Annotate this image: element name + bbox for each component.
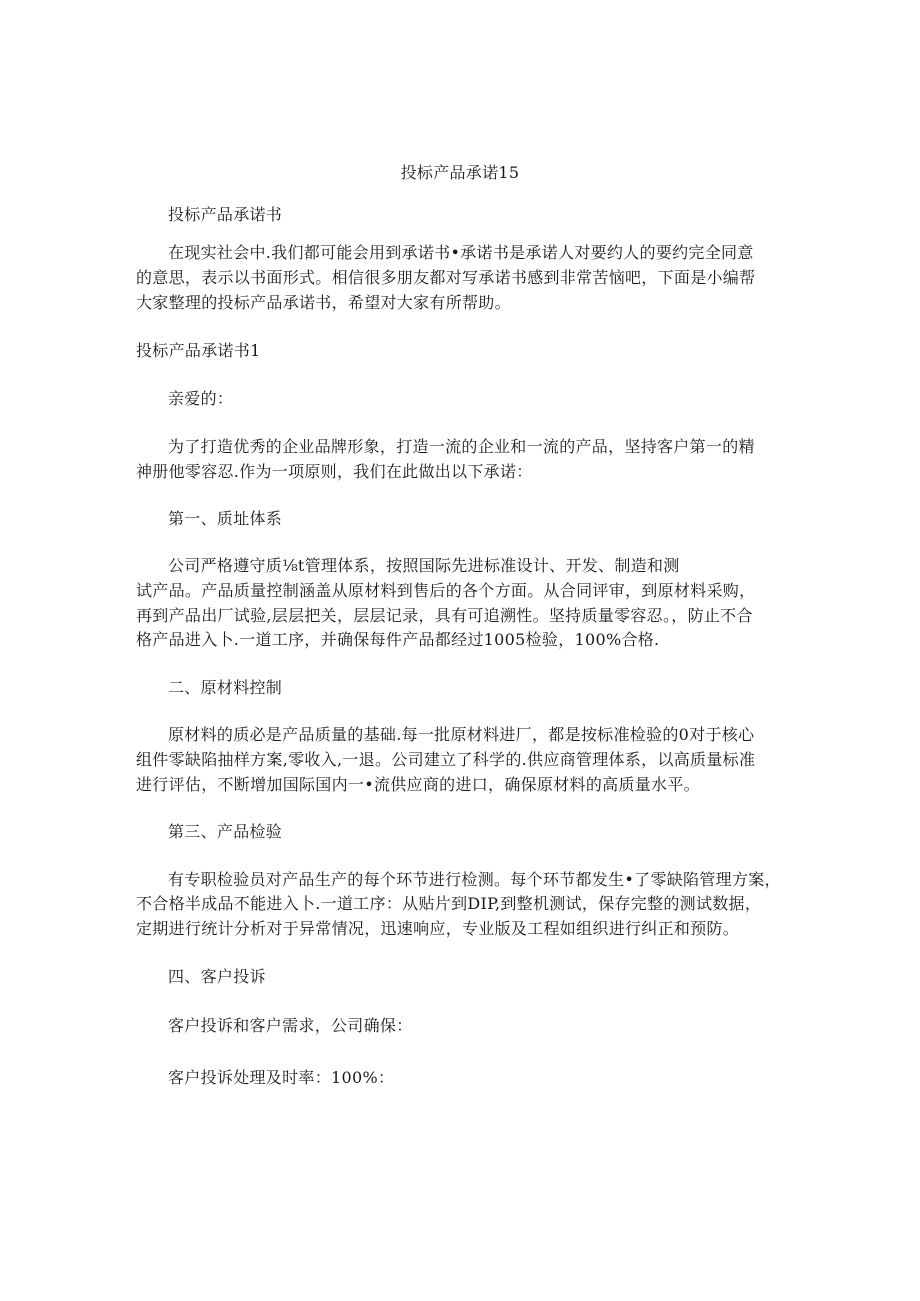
para4-line-2: 不合格半成品不能进入卜.一道工序：从贴片到DIP,到整机测试，保存完整的测试数据， bbox=[136, 894, 762, 913]
para6: 客户投诉处理及时率：100%： bbox=[168, 1068, 395, 1087]
intro-line-3: 大家整理的投标产品承诺书，希望对大家有所帮助。 bbox=[136, 293, 511, 312]
para3-line-3: 进行评估，不断增加国际国内一•流供应商的进口，确保原材料的高质量水平。 bbox=[136, 775, 700, 794]
para4-line-3: 定期进行统计分析对于异常情况，迅速响应，专业版及工程如组织进行纠正和预防。 bbox=[136, 919, 740, 938]
heading-raw-material: 二、原材料控制 bbox=[168, 678, 283, 697]
intro-line-2: 的意思，表示以书面形式。相信很多朋友都对写承诺书感到非常苦恼吧，下面是小编帮 bbox=[136, 268, 756, 287]
heading-quality-system: 第一、质址体系 bbox=[168, 509, 283, 528]
salutation: 亲爱的： bbox=[168, 389, 234, 408]
para2-line-3: 再到产品出厂试验,层层把关，层层记录，具有可追溯性。坚持质量零容忍。，防止不合 bbox=[136, 606, 753, 625]
para2-line-1: 公司严格遵守质⅛t管理体系，按照国际先进标准设计、开发、制造和测 bbox=[168, 556, 680, 575]
para1-line-2: 神册他零容忍.作为一项原则，我们在此做出以下承诺： bbox=[136, 462, 533, 481]
para5: 客户投诉和客户需求，公司确保： bbox=[168, 1016, 413, 1035]
heading-inspection: 第三、产品检验 bbox=[168, 822, 283, 841]
para1-line-1: 为了打造优秀的企业品牌形象，打造一流的企业和一流的产品，坚持客户第一的精 bbox=[168, 437, 755, 456]
heading-complaints: 四、客户投诉 bbox=[168, 967, 266, 986]
para4-line-1: 有专职检验员对产品生产的每个环节进行检测。每个环节都发生•了零缺陷管理方案， bbox=[168, 870, 781, 889]
document-subtitle: 投标产品承诺书 bbox=[168, 205, 283, 224]
para3-line-2: 组件零缺陷抽样方案,零收入,一退。公司建立了科学的.供应商管理体系，以高质量标准 bbox=[136, 750, 756, 769]
section-heading: 投标产品承诺书1 bbox=[136, 341, 261, 360]
para2-line-4: 格产品进入卜.一道工序，并确保每件产品都经过1005检验，100%合格. bbox=[136, 630, 660, 649]
para3-line-1: 原材料的质必是产品质量的基础.每一批原材料进厂，都是按标准检验的0对于核心 bbox=[168, 725, 755, 744]
intro-line-1: 在现实社会中.我们都可能会用到承诺书•承诺书是承诺人对要约人的要约完全同意 bbox=[168, 243, 754, 262]
para2-line-2: 试产品。产品质量控制涵盖从原材料到售后的各个方面。从合同评审，到原材料采购， bbox=[136, 581, 756, 600]
document-title: 投标产品承诺15 bbox=[400, 163, 520, 182]
